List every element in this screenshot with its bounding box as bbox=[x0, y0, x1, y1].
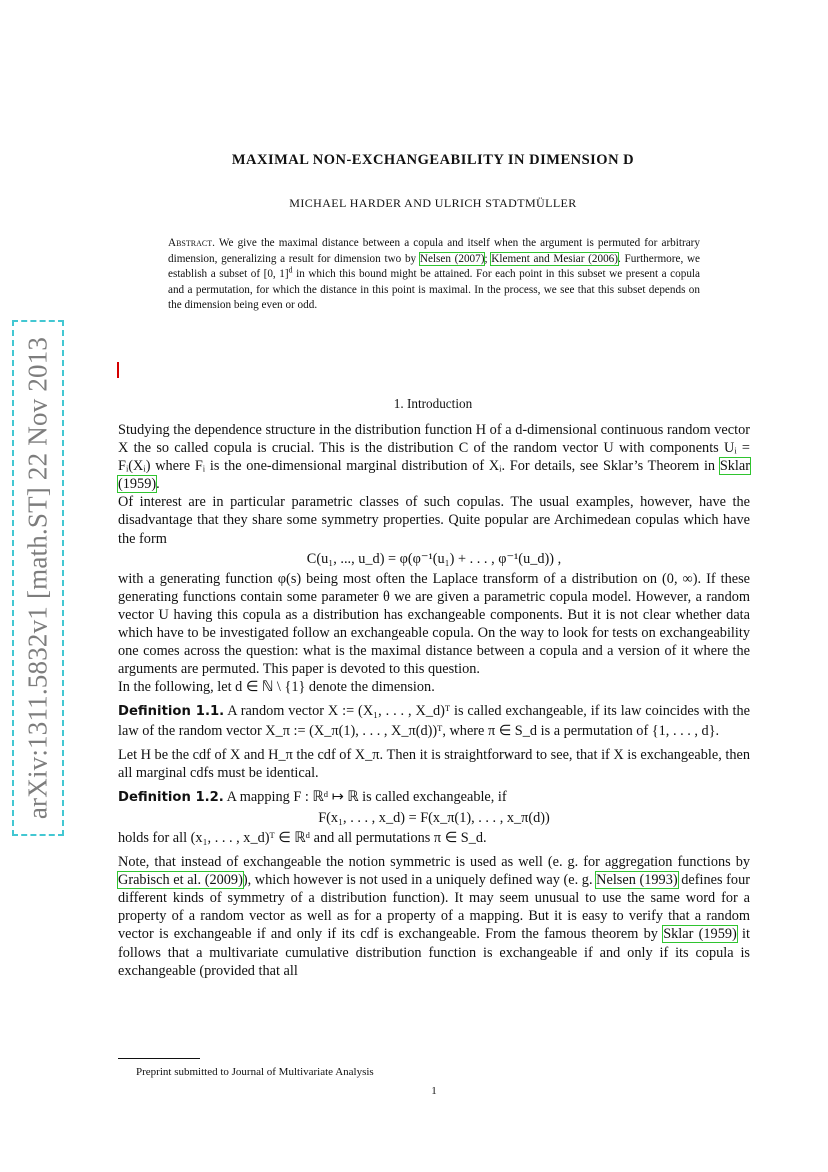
citation-link-nelsen-2007[interactable]: Nelsen (2007) bbox=[419, 252, 485, 265]
paragraph-note bbox=[118, 853, 750, 980]
abstract-label: Abstract. bbox=[168, 237, 215, 249]
definition-1-1 bbox=[118, 702, 750, 739]
definition-label: Definition 1.1. bbox=[118, 704, 225, 720]
intro-text-end: . bbox=[156, 476, 160, 493]
equation-archimedean: C(u₁, ..., u_d) = φ(φ⁻¹(u₁) + . . . , φ⁻¹(u_d)) , bbox=[306, 550, 562, 567]
definition-label: Definition 1.2. bbox=[118, 789, 224, 805]
footnote: Preprint submitted to Journal of Multivariate Analysis bbox=[136, 1066, 374, 1078]
definition-1-2 bbox=[118, 788, 750, 807]
arxiv-stamp[interactable] bbox=[12, 320, 64, 836]
note-text-c: defines four different kinds of symmetry of a distribution function). It may seem unusual to use the same word for a property of a random vector as well as for a property of a mapping. But it is easy to verify that a random vector is exchangeable if and only if its cdf is exchangeable. From the famous theorem by bbox=[118, 872, 750, 943]
page-number: 1 bbox=[431, 1085, 437, 1097]
intro-paragraph-2: Of interest are in particular parametric classes of such copulas. The usual examples, however, have the disadvantage that they share some symmetry properties. Quite popular are Archimedean copulas which have the form bbox=[118, 494, 750, 547]
note-text-d: it follows that a multivariate cumulative distribution function is exchangeable if and only if its copula is exchangeable (provided that all bbox=[118, 926, 750, 979]
definition-text: A random vector X := (X₁, . . . , X_d)ᵀ is called exchangeable, if its law coincides with the law of the random vector X_π := (X_π(1), . . . , X_π(d))ᵀ, where π ∈ S_d is a permutation of {1, . . . , d}. bbox=[118, 703, 750, 739]
citation-link-nelsen-1993[interactable]: Nelsen (1993) bbox=[596, 872, 678, 889]
footnote-rule bbox=[118, 1058, 200, 1059]
abstract-text-1: We give the maximal distance between a copula and itself when the argument is permuted for arbitrary dimension, generalizing a result for dimension two by bbox=[168, 237, 700, 265]
abstract-text-2: ; bbox=[484, 252, 492, 265]
arxiv-id: arXiv:1311.5832v1 [math.ST] 22 Nov 2013 bbox=[22, 336, 53, 820]
abstract bbox=[168, 236, 700, 314]
abstract-text-4: in which this bound might be attained. For each point in this subset we present a copula and a permutation, for which the distance in this point is maximal. In the process, we see that this subset depends on the dimension being even or odd. bbox=[168, 268, 700, 312]
intro-text: Studying the dependence structure in the distribution function H of a d-dimensional continuous random vector X the so called copula is crucial. This is the distribution C of the random vector U with components Uᵢ = Fᵢ(Xᵢ) where Fᵢ is the one-dimensional marginal distribution of Xᵢ. For details, see Sklar’s Theorem in bbox=[118, 422, 750, 475]
paragraph-cdf: Let H be the cdf of X and H_π the cdf of X_π. Then it is straightforward to see, that if X is exchangeable, then all marginal cdfs must be identical. bbox=[118, 746, 750, 781]
red-margin-mark bbox=[117, 362, 119, 378]
definition-after: holds for all (x₁, . . . , x_d)ᵀ ∈ ℝᵈ and all permutations π ∈ S_d. bbox=[118, 829, 487, 846]
body-text bbox=[118, 421, 750, 980]
definition-text: A mapping F : ℝᵈ ↦ ℝ is called exchangeable, if bbox=[223, 788, 507, 805]
citation-link-grabisch-2009[interactable]: Grabisch et al. (2009) bbox=[118, 872, 243, 889]
equation-exchangeable: F(x₁, . . . , x_d) = F(x_π(1), . . . , x_π(d)) bbox=[318, 809, 550, 826]
abstract-superscript: d bbox=[288, 265, 293, 275]
note-text-b: ), which however is not used in a uniquely defined way (e. g. bbox=[242, 872, 597, 889]
intro-paragraph-4: In the following, let d ∈ ℕ \ {1} denote the dimension. bbox=[118, 679, 435, 696]
intro-paragraph-3: with a generating function φ(s) being most often the Laplace transform of a distribution on (0, ∞). If these generating functions contain some parameter θ we are given a parametric copula model. However, a random vector U having this copula as a distribution has exchangeable components. But it is not clear whether data which have to be investigated follow an exchangeable copula. On the way to look for tests on exchangeability one comes across the question: what is the maximal distance between a copula and a version of it where the arguments are permuted. This paper is devoted to this question. bbox=[118, 570, 750, 678]
paper-title: MAXIMAL NON-EXCHANGEABILITY IN DIMENSION D bbox=[231, 152, 635, 168]
citation-link-sklar-1959[interactable]: Sklar (1959) bbox=[118, 458, 750, 493]
citation-link-sklar-1959-b[interactable]: Sklar (1959) bbox=[663, 926, 737, 943]
abstract-text-3: . Furthermore, we establish a subset of [0, 1] bbox=[168, 252, 701, 281]
paper-authors: MICHAEL HARDER AND ULRICH STADTMÜLLER bbox=[289, 196, 577, 210]
intro-paragraph-1 bbox=[118, 421, 750, 493]
citation-link-klement-mesiar-2006[interactable]: Klement and Mesiar (2006) bbox=[491, 252, 619, 265]
note-text-a: Note, that instead of exchangeable the notion symmetric is used as well (e. g. for aggregation functions by bbox=[118, 854, 750, 871]
section-heading: 1. Introduction bbox=[393, 396, 473, 411]
